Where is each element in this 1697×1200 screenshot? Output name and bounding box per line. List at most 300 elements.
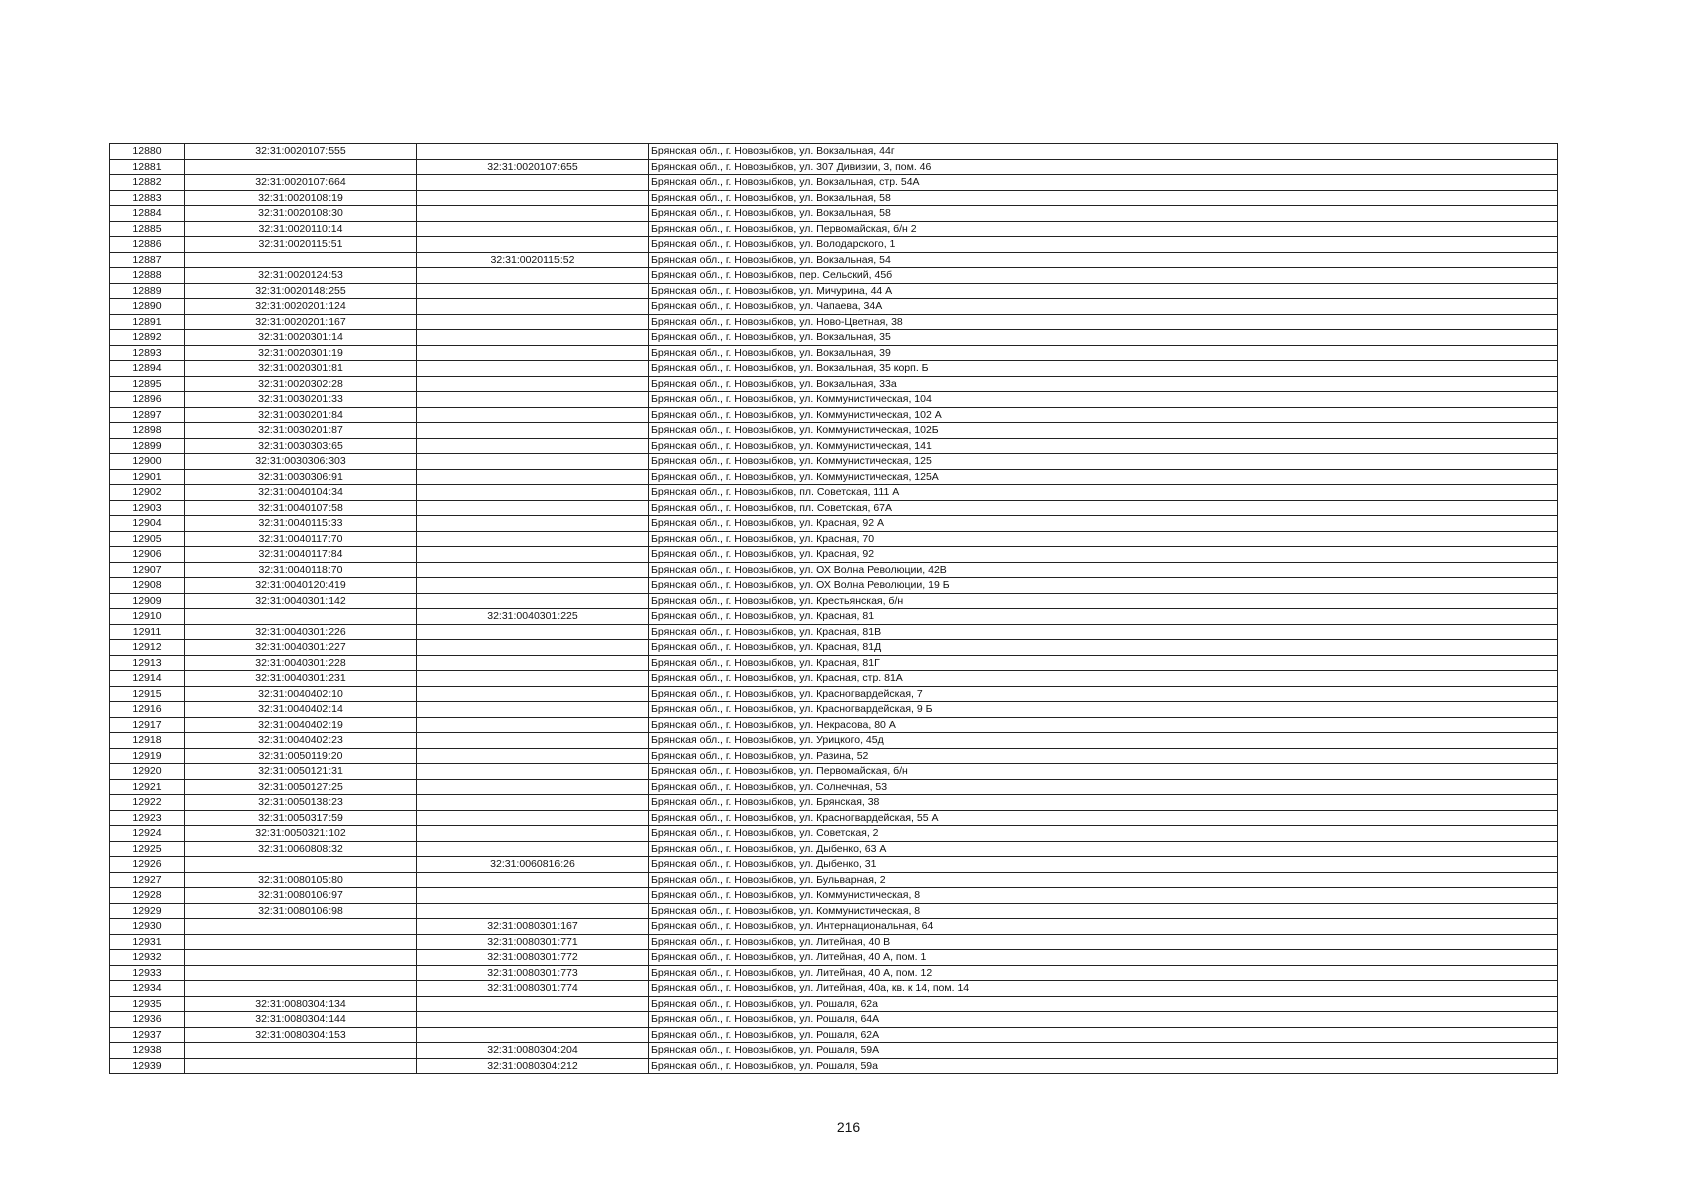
- registry-table: [109, 143, 1558, 1074]
- cadastral-number-cell: [185, 919, 417, 935]
- cadastral-number-cell: 32:31:0040301:231: [185, 671, 417, 687]
- row-number-cell: 12882: [110, 175, 185, 191]
- cadastral-number-alt-cell: 32:31:0080301:773: [417, 965, 649, 981]
- row-number-cell: 12917: [110, 717, 185, 733]
- table-row: [110, 1058, 1558, 1074]
- address-cell: Брянская обл., г. Новозыбков, ул. Литейная, 40 А, пом. 12: [649, 965, 1558, 981]
- table-row: [110, 857, 1558, 873]
- cadastral-number-alt-cell: 32:31:0020115:52: [417, 252, 649, 268]
- address-cell: Брянская обл., г. Новозыбков, ул. Красная, 81Г: [649, 655, 1558, 671]
- address-cell: Брянская обл., г. Новозыбков, ул. Вокзальная, 33а: [649, 376, 1558, 392]
- address-cell: Брянская обл., г. Новозыбков, ул. Вокзальная, 35: [649, 330, 1558, 346]
- cadastral-number-alt-cell: [417, 485, 649, 501]
- table-row: [110, 159, 1558, 175]
- table-row: [110, 547, 1558, 563]
- address-cell: Брянская обл., г. Новозыбков, ул. Вокзальная, 35 корп. Б: [649, 361, 1558, 377]
- cadastral-number-alt-cell: [417, 903, 649, 919]
- address-cell: Брянская обл., г. Новозыбков, ул. Мичурина, 44 А: [649, 283, 1558, 299]
- cadastral-number-alt-cell: [417, 1012, 649, 1028]
- address-cell: Брянская обл., г. Новозыбков, ул. Вокзальная, стр. 54А: [649, 175, 1558, 191]
- table-row: [110, 469, 1558, 485]
- address-cell: Брянская обл., г. Новозыбков, ул. Брянская, 38: [649, 795, 1558, 811]
- table-row: [110, 562, 1558, 578]
- cadastral-number-alt-cell: 32:31:0080304:212: [417, 1058, 649, 1074]
- row-number-cell: 12935: [110, 996, 185, 1012]
- row-number-cell: 12919: [110, 748, 185, 764]
- cadastral-number-cell: 32:31:0040402:23: [185, 733, 417, 749]
- table-row: [110, 1043, 1558, 1059]
- table-row: [110, 888, 1558, 904]
- row-number-cell: 12911: [110, 624, 185, 640]
- row-number-cell: 12906: [110, 547, 185, 563]
- table-row: [110, 640, 1558, 656]
- cadastral-number-alt-cell: [417, 872, 649, 888]
- table-row: [110, 686, 1558, 702]
- table-row: [110, 779, 1558, 795]
- cadastral-number-alt-cell: [417, 237, 649, 253]
- cadastral-number-cell: 32:31:0020115:51: [185, 237, 417, 253]
- cadastral-number-alt-cell: [417, 578, 649, 594]
- row-number-cell: 12895: [110, 376, 185, 392]
- cadastral-number-cell: 32:31:0040301:226: [185, 624, 417, 640]
- cadastral-number-cell: 32:31:0040104:34: [185, 485, 417, 501]
- cadastral-number-cell: 32:31:0050321:102: [185, 826, 417, 842]
- address-cell: Брянская обл., г. Новозыбков, ул. Разина, 52: [649, 748, 1558, 764]
- address-cell: Брянская обл., г. Новозыбков, ул. Володарского, 1: [649, 237, 1558, 253]
- row-number-cell: 12916: [110, 702, 185, 718]
- address-cell: Брянская обл., г. Новозыбков, ул. Красная, 81Д: [649, 640, 1558, 656]
- table-row: [110, 531, 1558, 547]
- cadastral-number-alt-cell: 32:31:0080301:771: [417, 934, 649, 950]
- cadastral-number-alt-cell: [417, 624, 649, 640]
- cadastral-number-cell: 32:31:0050138:23: [185, 795, 417, 811]
- cadastral-number-alt-cell: [417, 376, 649, 392]
- table-row: [110, 1027, 1558, 1043]
- table-row: [110, 500, 1558, 516]
- table-row: [110, 252, 1558, 268]
- table-row: [110, 795, 1558, 811]
- cadastral-number-alt-cell: [417, 361, 649, 377]
- cadastral-number-alt-cell: 32:31:0040301:225: [417, 609, 649, 625]
- row-number-cell: 12889: [110, 283, 185, 299]
- row-number-cell: 12937: [110, 1027, 185, 1043]
- cadastral-number-cell: 32:31:0080304:144: [185, 1012, 417, 1028]
- cadastral-number-alt-cell: [417, 206, 649, 222]
- address-cell: Брянская обл., г. Новозыбков, ул. Коммунистическая, 125А: [649, 469, 1558, 485]
- address-cell: Брянская обл., г. Новозыбков, ул. Коммунистическая, 8: [649, 903, 1558, 919]
- cadastral-number-cell: 32:31:0030306:91: [185, 469, 417, 485]
- address-cell: Брянская обл., г. Новозыбков, ул. Вокзальная, 44г: [649, 144, 1558, 160]
- address-cell: Брянская обл., г. Новозыбков, пл. Советская, 67А: [649, 500, 1558, 516]
- cadastral-number-alt-cell: [417, 702, 649, 718]
- row-number-cell: 12908: [110, 578, 185, 594]
- table-row: [110, 454, 1558, 470]
- cadastral-number-cell: 32:31:0040120:419: [185, 578, 417, 594]
- cadastral-number-cell: 32:31:0040402:14: [185, 702, 417, 718]
- row-number-cell: 12904: [110, 516, 185, 532]
- cadastral-number-cell: 32:31:0020302:28: [185, 376, 417, 392]
- table-row: [110, 733, 1558, 749]
- row-number-cell: 12884: [110, 206, 185, 222]
- table-row: [110, 268, 1558, 284]
- row-number-cell: 12921: [110, 779, 185, 795]
- cadastral-number-alt-cell: [417, 748, 649, 764]
- row-number-cell: 12896: [110, 392, 185, 408]
- cadastral-number-alt-cell: 32:31:0080301:167: [417, 919, 649, 935]
- cadastral-number-alt-cell: [417, 733, 649, 749]
- cadastral-number-alt-cell: [417, 1027, 649, 1043]
- table-row: [110, 237, 1558, 253]
- cadastral-number-cell: 32:31:0030201:84: [185, 407, 417, 423]
- address-cell: Брянская обл., г. Новозыбков, ул. Вокзальная, 58: [649, 190, 1558, 206]
- cadastral-number-cell: [185, 857, 417, 873]
- cadastral-number-alt-cell: 32:31:0080304:204: [417, 1043, 649, 1059]
- cadastral-number-cell: 32:31:0080304:153: [185, 1027, 417, 1043]
- row-number-cell: 12910: [110, 609, 185, 625]
- table-row: [110, 841, 1558, 857]
- table-row: [110, 826, 1558, 842]
- row-number-cell: 12887: [110, 252, 185, 268]
- table-row: [110, 221, 1558, 237]
- cadastral-number-cell: 32:31:0050121:31: [185, 764, 417, 780]
- row-number-cell: 12880: [110, 144, 185, 160]
- table-row: [110, 593, 1558, 609]
- row-number-cell: 12913: [110, 655, 185, 671]
- cadastral-number-cell: 32:31:0020108:30: [185, 206, 417, 222]
- table-row: [110, 702, 1558, 718]
- address-cell: Брянская обл., г. Новозыбков, ул. Вокзальная, 58: [649, 206, 1558, 222]
- row-number-cell: 12903: [110, 500, 185, 516]
- row-number-cell: 12924: [110, 826, 185, 842]
- table-row: [110, 981, 1558, 997]
- address-cell: Брянская обл., г. Новозыбков, ул. Рошаля, 59А: [649, 1043, 1558, 1059]
- address-cell: Брянская обл., г. Новозыбков, ул. Коммунистическая, 125: [649, 454, 1558, 470]
- cadastral-number-cell: 32:31:0080106:97: [185, 888, 417, 904]
- row-number-cell: 12899: [110, 438, 185, 454]
- address-cell: Брянская обл., г. Новозыбков, ул. Советская, 2: [649, 826, 1558, 842]
- row-number-cell: 12890: [110, 299, 185, 315]
- address-cell: Брянская обл., г. Новозыбков, ул. Вокзальная, 39: [649, 345, 1558, 361]
- table-row: [110, 950, 1558, 966]
- cadastral-number-alt-cell: [417, 779, 649, 795]
- row-number-cell: 12926: [110, 857, 185, 873]
- cadastral-number-alt-cell: 32:31:0020107:655: [417, 159, 649, 175]
- address-cell: Брянская обл., г. Новозыбков, ул. Рошаля, 64А: [649, 1012, 1558, 1028]
- cadastral-number-cell: 32:31:0040402:19: [185, 717, 417, 733]
- cadastral-number-cell: 32:31:0030201:33: [185, 392, 417, 408]
- address-cell: Брянская обл., г. Новозыбков, ул. Вокзальная, 54: [649, 252, 1558, 268]
- row-number-cell: 12900: [110, 454, 185, 470]
- cadastral-number-alt-cell: [417, 314, 649, 330]
- row-number-cell: 12918: [110, 733, 185, 749]
- row-number-cell: 12932: [110, 950, 185, 966]
- row-number-cell: 12893: [110, 345, 185, 361]
- address-cell: Брянская обл., г. Новозыбков, ул. Некрасова, 80 А: [649, 717, 1558, 733]
- address-cell: Брянская обл., г. Новозыбков, ул. Коммунистическая, 104: [649, 392, 1558, 408]
- table-row: [110, 624, 1558, 640]
- table-row: [110, 919, 1558, 935]
- table-row: [110, 438, 1558, 454]
- address-cell: Брянская обл., г. Новозыбков, ул. Коммунистическая, 102Б: [649, 423, 1558, 439]
- cadastral-number-alt-cell: [417, 423, 649, 439]
- cadastral-number-alt-cell: [417, 655, 649, 671]
- cadastral-number-cell: 32:31:0080106:98: [185, 903, 417, 919]
- cadastral-number-alt-cell: [417, 562, 649, 578]
- row-number-cell: 12898: [110, 423, 185, 439]
- cadastral-number-cell: 32:31:0020107:664: [185, 175, 417, 191]
- cadastral-number-cell: 32:31:0020108:19: [185, 190, 417, 206]
- row-number-cell: 12891: [110, 314, 185, 330]
- address-cell: Брянская обл., г. Новозыбков, ул. Красная, 81: [649, 609, 1558, 625]
- address-cell: Брянская обл., г. Новозыбков, ул. Коммунистическая, 102 А: [649, 407, 1558, 423]
- cadastral-number-alt-cell: [417, 671, 649, 687]
- cadastral-number-alt-cell: [417, 299, 649, 315]
- table-row: [110, 407, 1558, 423]
- cadastral-number-cell: 32:31:0040402:10: [185, 686, 417, 702]
- address-cell: Брянская обл., г. Новозыбков, ул. ОХ Волна Революции, 42В: [649, 562, 1558, 578]
- cadastral-number-cell: 32:31:0020301:14: [185, 330, 417, 346]
- address-cell: Брянская обл., г. Новозыбков, ул. Красная, 92 А: [649, 516, 1558, 532]
- cadastral-number-cell: 32:31:0020107:555: [185, 144, 417, 160]
- table-row: [110, 609, 1558, 625]
- address-cell: Брянская обл., г. Новозыбков, ул. 307 Дивизии, 3, пом. 46: [649, 159, 1558, 175]
- address-cell: Брянская обл., г. Новозыбков, ул. Солнечная, 53: [649, 779, 1558, 795]
- cadastral-number-cell: 32:31:0030201:87: [185, 423, 417, 439]
- address-cell: Брянская обл., г. Новозыбков, ул. Рошаля, 59а: [649, 1058, 1558, 1074]
- table-row: [110, 206, 1558, 222]
- address-cell: Брянская обл., г. Новозыбков, ул. Чапаева, 34А: [649, 299, 1558, 315]
- row-number-cell: 12920: [110, 764, 185, 780]
- row-number-cell: 12912: [110, 640, 185, 656]
- cadastral-number-alt-cell: [417, 531, 649, 547]
- row-number-cell: 12885: [110, 221, 185, 237]
- cadastral-number-cell: 32:31:0040117:84: [185, 547, 417, 563]
- cadastral-number-cell: 32:31:0020201:124: [185, 299, 417, 315]
- cadastral-number-cell: 32:31:0040118:70: [185, 562, 417, 578]
- row-number-cell: 12933: [110, 965, 185, 981]
- row-number-cell: 12925: [110, 841, 185, 857]
- row-number-cell: 12881: [110, 159, 185, 175]
- cadastral-number-cell: [185, 1058, 417, 1074]
- cadastral-number-cell: 32:31:0020201:167: [185, 314, 417, 330]
- cadastral-number-alt-cell: [417, 345, 649, 361]
- address-cell: Брянская обл., г. Новозыбков, ул. Красная, 70: [649, 531, 1558, 547]
- table-row: [110, 934, 1558, 950]
- address-cell: Брянская обл., г. Новозыбков, ул. Красная, 92: [649, 547, 1558, 563]
- table-row: [110, 578, 1558, 594]
- table-row: [110, 283, 1558, 299]
- cadastral-number-cell: 32:31:0040115:33: [185, 516, 417, 532]
- cadastral-number-cell: [185, 981, 417, 997]
- address-cell: Брянская обл., г. Новозыбков, ул. Коммунистическая, 141: [649, 438, 1558, 454]
- cadastral-number-cell: 32:31:0040107:58: [185, 500, 417, 516]
- table-row: [110, 392, 1558, 408]
- row-number-cell: 12897: [110, 407, 185, 423]
- cadastral-number-cell: [185, 934, 417, 950]
- address-cell: Брянская обл., г. Новозыбков, ул. Дыбенко, 31: [649, 857, 1558, 873]
- row-number-cell: 12934: [110, 981, 185, 997]
- cadastral-number-alt-cell: [417, 841, 649, 857]
- cadastral-number-cell: 32:31:0020301:19: [185, 345, 417, 361]
- cadastral-number-alt-cell: [417, 717, 649, 733]
- cadastral-number-alt-cell: [417, 221, 649, 237]
- address-cell: Брянская обл., г. Новозыбков, ул. Первомайская, б/н: [649, 764, 1558, 780]
- cadastral-number-cell: [185, 950, 417, 966]
- row-number-cell: 12909: [110, 593, 185, 609]
- row-number-cell: 12907: [110, 562, 185, 578]
- address-cell: Брянская обл., г. Новозыбков, ул. Интернациональная, 64: [649, 919, 1558, 935]
- row-number-cell: 12938: [110, 1043, 185, 1059]
- row-number-cell: 12892: [110, 330, 185, 346]
- row-number-cell: 12929: [110, 903, 185, 919]
- address-cell: Брянская обл., г. Новозыбков, ул. Бульварная, 2: [649, 872, 1558, 888]
- cadastral-number-alt-cell: 32:31:0080301:772: [417, 950, 649, 966]
- table-row: [110, 965, 1558, 981]
- cadastral-number-alt-cell: [417, 996, 649, 1012]
- address-cell: Брянская обл., г. Новозыбков, ул. Первомайская, б/н 2: [649, 221, 1558, 237]
- row-number-cell: 12905: [110, 531, 185, 547]
- cadastral-number-cell: 32:31:0050127:25: [185, 779, 417, 795]
- table-row: [110, 748, 1558, 764]
- cadastral-number-cell: 32:31:0020301:81: [185, 361, 417, 377]
- table-row: [110, 423, 1558, 439]
- table-row: [110, 764, 1558, 780]
- cadastral-number-cell: 32:31:0040301:228: [185, 655, 417, 671]
- row-number-cell: 12928: [110, 888, 185, 904]
- address-cell: Брянская обл., г. Новозыбков, пер. Сельский, 45б: [649, 268, 1558, 284]
- cadastral-number-alt-cell: [417, 764, 649, 780]
- row-number-cell: 12927: [110, 872, 185, 888]
- cadastral-number-alt-cell: [417, 454, 649, 470]
- address-cell: Брянская обл., г. Новозыбков, ул. Ново-Цветная, 38: [649, 314, 1558, 330]
- cadastral-number-cell: 32:31:0080105:80: [185, 872, 417, 888]
- row-number-cell: 12902: [110, 485, 185, 501]
- table-row: [110, 376, 1558, 392]
- address-cell: Брянская обл., г. Новозыбков, ул. Крестьянская, б/н: [649, 593, 1558, 609]
- cadastral-number-alt-cell: [417, 392, 649, 408]
- cadastral-number-alt-cell: [417, 795, 649, 811]
- cadastral-number-alt-cell: [417, 190, 649, 206]
- table-row: [110, 314, 1558, 330]
- row-number-cell: 12886: [110, 237, 185, 253]
- cadastral-number-cell: 32:31:0040301:227: [185, 640, 417, 656]
- cadastral-number-cell: 32:31:0030303:65: [185, 438, 417, 454]
- cadastral-number-alt-cell: [417, 330, 649, 346]
- row-number-cell: 12914: [110, 671, 185, 687]
- registry-table-body: [110, 144, 1558, 1074]
- cadastral-number-cell: 32:31:0050317:59: [185, 810, 417, 826]
- cadastral-number-alt-cell: [417, 469, 649, 485]
- cadastral-number-alt-cell: [417, 686, 649, 702]
- cadastral-number-cell: 32:31:0060808:32: [185, 841, 417, 857]
- cadastral-number-alt-cell: [417, 438, 649, 454]
- table-row: [110, 717, 1558, 733]
- address-cell: Брянская обл., г. Новозыбков, ул. Красная, 81В: [649, 624, 1558, 640]
- table-row: [110, 810, 1558, 826]
- row-number-cell: 12936: [110, 1012, 185, 1028]
- cadastral-number-cell: 32:31:0020124:53: [185, 268, 417, 284]
- row-number-cell: 12931: [110, 934, 185, 950]
- table-row: [110, 190, 1558, 206]
- row-number-cell: 12939: [110, 1058, 185, 1074]
- address-cell: Брянская обл., г. Новозыбков, ул. Литейная, 40 А, пом. 1: [649, 950, 1558, 966]
- page-number: 216: [836, 1119, 861, 1135]
- cadastral-number-alt-cell: [417, 888, 649, 904]
- cadastral-number-cell: [185, 159, 417, 175]
- cadastral-number-cell: 32:31:0040117:70: [185, 531, 417, 547]
- row-number-cell: 12922: [110, 795, 185, 811]
- cadastral-number-cell: 32:31:0080304:134: [185, 996, 417, 1012]
- address-cell: Брянская обл., г. Новозыбков, ул. Коммунистическая, 8: [649, 888, 1558, 904]
- address-cell: Брянская обл., г. Новозыбков, ул. Рошаля, 62а: [649, 996, 1558, 1012]
- address-cell: Брянская обл., г. Новозыбков, пл. Советская, 111 А: [649, 485, 1558, 501]
- cadastral-number-cell: 32:31:0030306:303: [185, 454, 417, 470]
- table-row: [110, 996, 1558, 1012]
- table-row: [110, 330, 1558, 346]
- cadastral-number-alt-cell: [417, 283, 649, 299]
- address-cell: Брянская обл., г. Новозыбков, ул. Литейная, 40а, кв. к 14, пом. 14: [649, 981, 1558, 997]
- cadastral-number-cell: 32:31:0040301:142: [185, 593, 417, 609]
- address-cell: Брянская обл., г. Новозыбков, ул. Урицкого, 45д: [649, 733, 1558, 749]
- cadastral-number-cell: [185, 252, 417, 268]
- cadastral-number-alt-cell: [417, 516, 649, 532]
- table-row: [110, 175, 1558, 191]
- cadastral-number-alt-cell: [417, 640, 649, 656]
- table-row: [110, 485, 1558, 501]
- row-number-cell: 12915: [110, 686, 185, 702]
- row-number-cell: 12923: [110, 810, 185, 826]
- cadastral-number-alt-cell: [417, 144, 649, 160]
- table-row: [110, 516, 1558, 532]
- cadastral-number-alt-cell: 32:31:0080301:774: [417, 981, 649, 997]
- row-number-cell: 12930: [110, 919, 185, 935]
- table-row: [110, 903, 1558, 919]
- cadastral-number-alt-cell: [417, 593, 649, 609]
- address-cell: Брянская обл., г. Новозыбков, ул. Красногвардейская, 7: [649, 686, 1558, 702]
- cadastral-number-alt-cell: 32:31:0060816:26: [417, 857, 649, 873]
- address-cell: Брянская обл., г. Новозыбков, ул. Красногвардейская, 9 Б: [649, 702, 1558, 718]
- cadastral-number-alt-cell: [417, 500, 649, 516]
- cadastral-number-cell: [185, 1043, 417, 1059]
- cadastral-number-cell: 32:31:0020110:14: [185, 221, 417, 237]
- table-row: [110, 345, 1558, 361]
- cadastral-number-cell: [185, 609, 417, 625]
- address-cell: Брянская обл., г. Новозыбков, ул. Дыбенко, 63 А: [649, 841, 1558, 857]
- cadastral-number-alt-cell: [417, 175, 649, 191]
- table-row: [110, 1012, 1558, 1028]
- table-row: [110, 361, 1558, 377]
- address-cell: Брянская обл., г. Новозыбков, ул. Красная, стр. 81А: [649, 671, 1558, 687]
- address-cell: Брянская обл., г. Новозыбков, ул. Литейная, 40 В: [649, 934, 1558, 950]
- cadastral-number-alt-cell: [417, 268, 649, 284]
- cadastral-number-alt-cell: [417, 826, 649, 842]
- cadastral-number-alt-cell: [417, 810, 649, 826]
- cadastral-number-cell: 32:31:0020148:255: [185, 283, 417, 299]
- row-number-cell: 12894: [110, 361, 185, 377]
- address-cell: Брянская обл., г. Новозыбков, ул. ОХ Волна Революции, 19 Б: [649, 578, 1558, 594]
- row-number-cell: 12888: [110, 268, 185, 284]
- table-row: [110, 872, 1558, 888]
- table-row: [110, 299, 1558, 315]
- table-row: [110, 144, 1558, 160]
- address-cell: Брянская обл., г. Новозыбков, ул. Красногвардейская, 55 А: [649, 810, 1558, 826]
- cadastral-number-cell: [185, 965, 417, 981]
- row-number-cell: 12901: [110, 469, 185, 485]
- cadastral-number-alt-cell: [417, 407, 649, 423]
- cadastral-number-cell: 32:31:0050119:20: [185, 748, 417, 764]
- address-cell: Брянская обл., г. Новозыбков, ул. Рошаля, 62А: [649, 1027, 1558, 1043]
- cadastral-number-alt-cell: [417, 547, 649, 563]
